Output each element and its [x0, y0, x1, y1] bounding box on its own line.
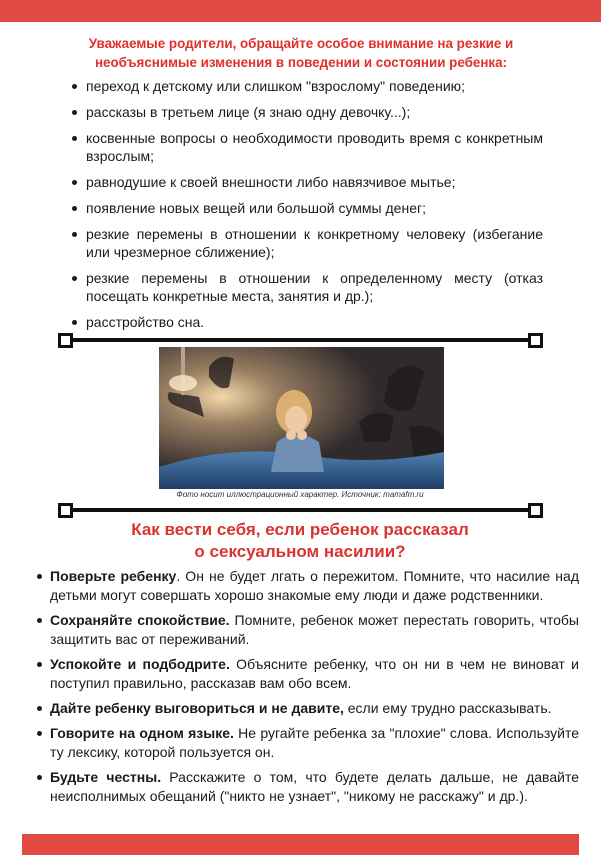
- photo-caption: Фото носит иллюстрационный характер. Источник: mamafm.ru: [176, 490, 424, 499]
- intro-heading: Уважаемые родители, обращайте особое внимание на резкие и необъяснимые изменения в поведении и состоянии ребенка:: [88, 36, 514, 70]
- advice-lead: Говорите на одном языке.: [50, 725, 234, 741]
- list-item: появление новых вещей или большой суммы денег;: [72, 199, 543, 217]
- warning-signs-list: [72, 77, 543, 339]
- advice-lead: Будьте честны.: [50, 769, 162, 785]
- advice-text: если ему трудно рассказывать.: [343, 700, 552, 716]
- advice-text: Помните, ребенок может перестать говорить, чтобы защитить вас от переживаний.: [50, 612, 579, 647]
- list-item: резкие перемены в отношении к определенному месту (отказ посещать конкретные места, занятия и др.);: [72, 269, 543, 305]
- list-item: [36, 655, 579, 693]
- list-item: [36, 567, 579, 605]
- top-accent-bar: [0, 0, 601, 22]
- divider-endcap: [58, 333, 73, 348]
- list-item: равнодушие к своей внешности либо навязчивое мытье;: [72, 173, 543, 191]
- divider-top: [64, 338, 538, 342]
- illustration-photo: [159, 347, 444, 489]
- list-item: [36, 768, 579, 806]
- divider-endcap: [528, 503, 543, 518]
- advice-lead: Поверьте ребенку: [50, 568, 177, 584]
- section-heading-line: о сексуальном насилии?: [194, 542, 406, 561]
- advice-lead: Дайте ребенку выговориться и не давите,: [50, 700, 344, 716]
- divider-endcap: [58, 503, 73, 518]
- advice-list: [36, 567, 579, 812]
- divider-bottom: [64, 508, 538, 512]
- advice-text: Объясните ребенку, что он ни в чем не виноват и поступил правильно, рассказав вам обо всем.: [50, 656, 579, 691]
- list-item: [36, 699, 579, 718]
- advice-lead: Успокойте и подбодрите.: [50, 656, 230, 672]
- list-item: [36, 724, 579, 762]
- section-heading: [80, 519, 520, 563]
- advice-text: Не ругайте ребенка за "плохие" слова. Используйте ту лексику, которой пользуется он.: [50, 725, 579, 760]
- advice-text: Расскажите о том, что будете делать дальше, не давайте неисполнимых обещаний ("никто не узнает", "никому не расскажу" и др.).: [50, 769, 579, 804]
- list-item: косвенные вопросы о необходимости проводить время с конкретным взрослым;: [72, 129, 543, 165]
- section-heading-line: Как вести себя, если ребенок рассказал: [131, 520, 469, 539]
- list-item: рассказы в третьем лице (я знаю одну девочку...);: [72, 103, 543, 121]
- divider-endcap: [528, 333, 543, 348]
- advice-text: . Он не будет лгать о пережитом. Помните, что насилие над детьми могут совершать хорошо знакомые ему люди и даже родственники.: [50, 568, 579, 603]
- list-item: [36, 611, 579, 649]
- list-item: переход к детскому или слишком "взрослому" поведению;: [72, 77, 543, 95]
- list-item: расстройство сна.: [72, 313, 543, 331]
- advice-lead: Сохраняйте спокойствие.: [50, 612, 230, 628]
- bottom-accent-bar: [22, 834, 579, 855]
- list-item: резкие перемены в отношении к конкретному человеку (избегание или чрезмерное сближение);: [72, 225, 543, 261]
